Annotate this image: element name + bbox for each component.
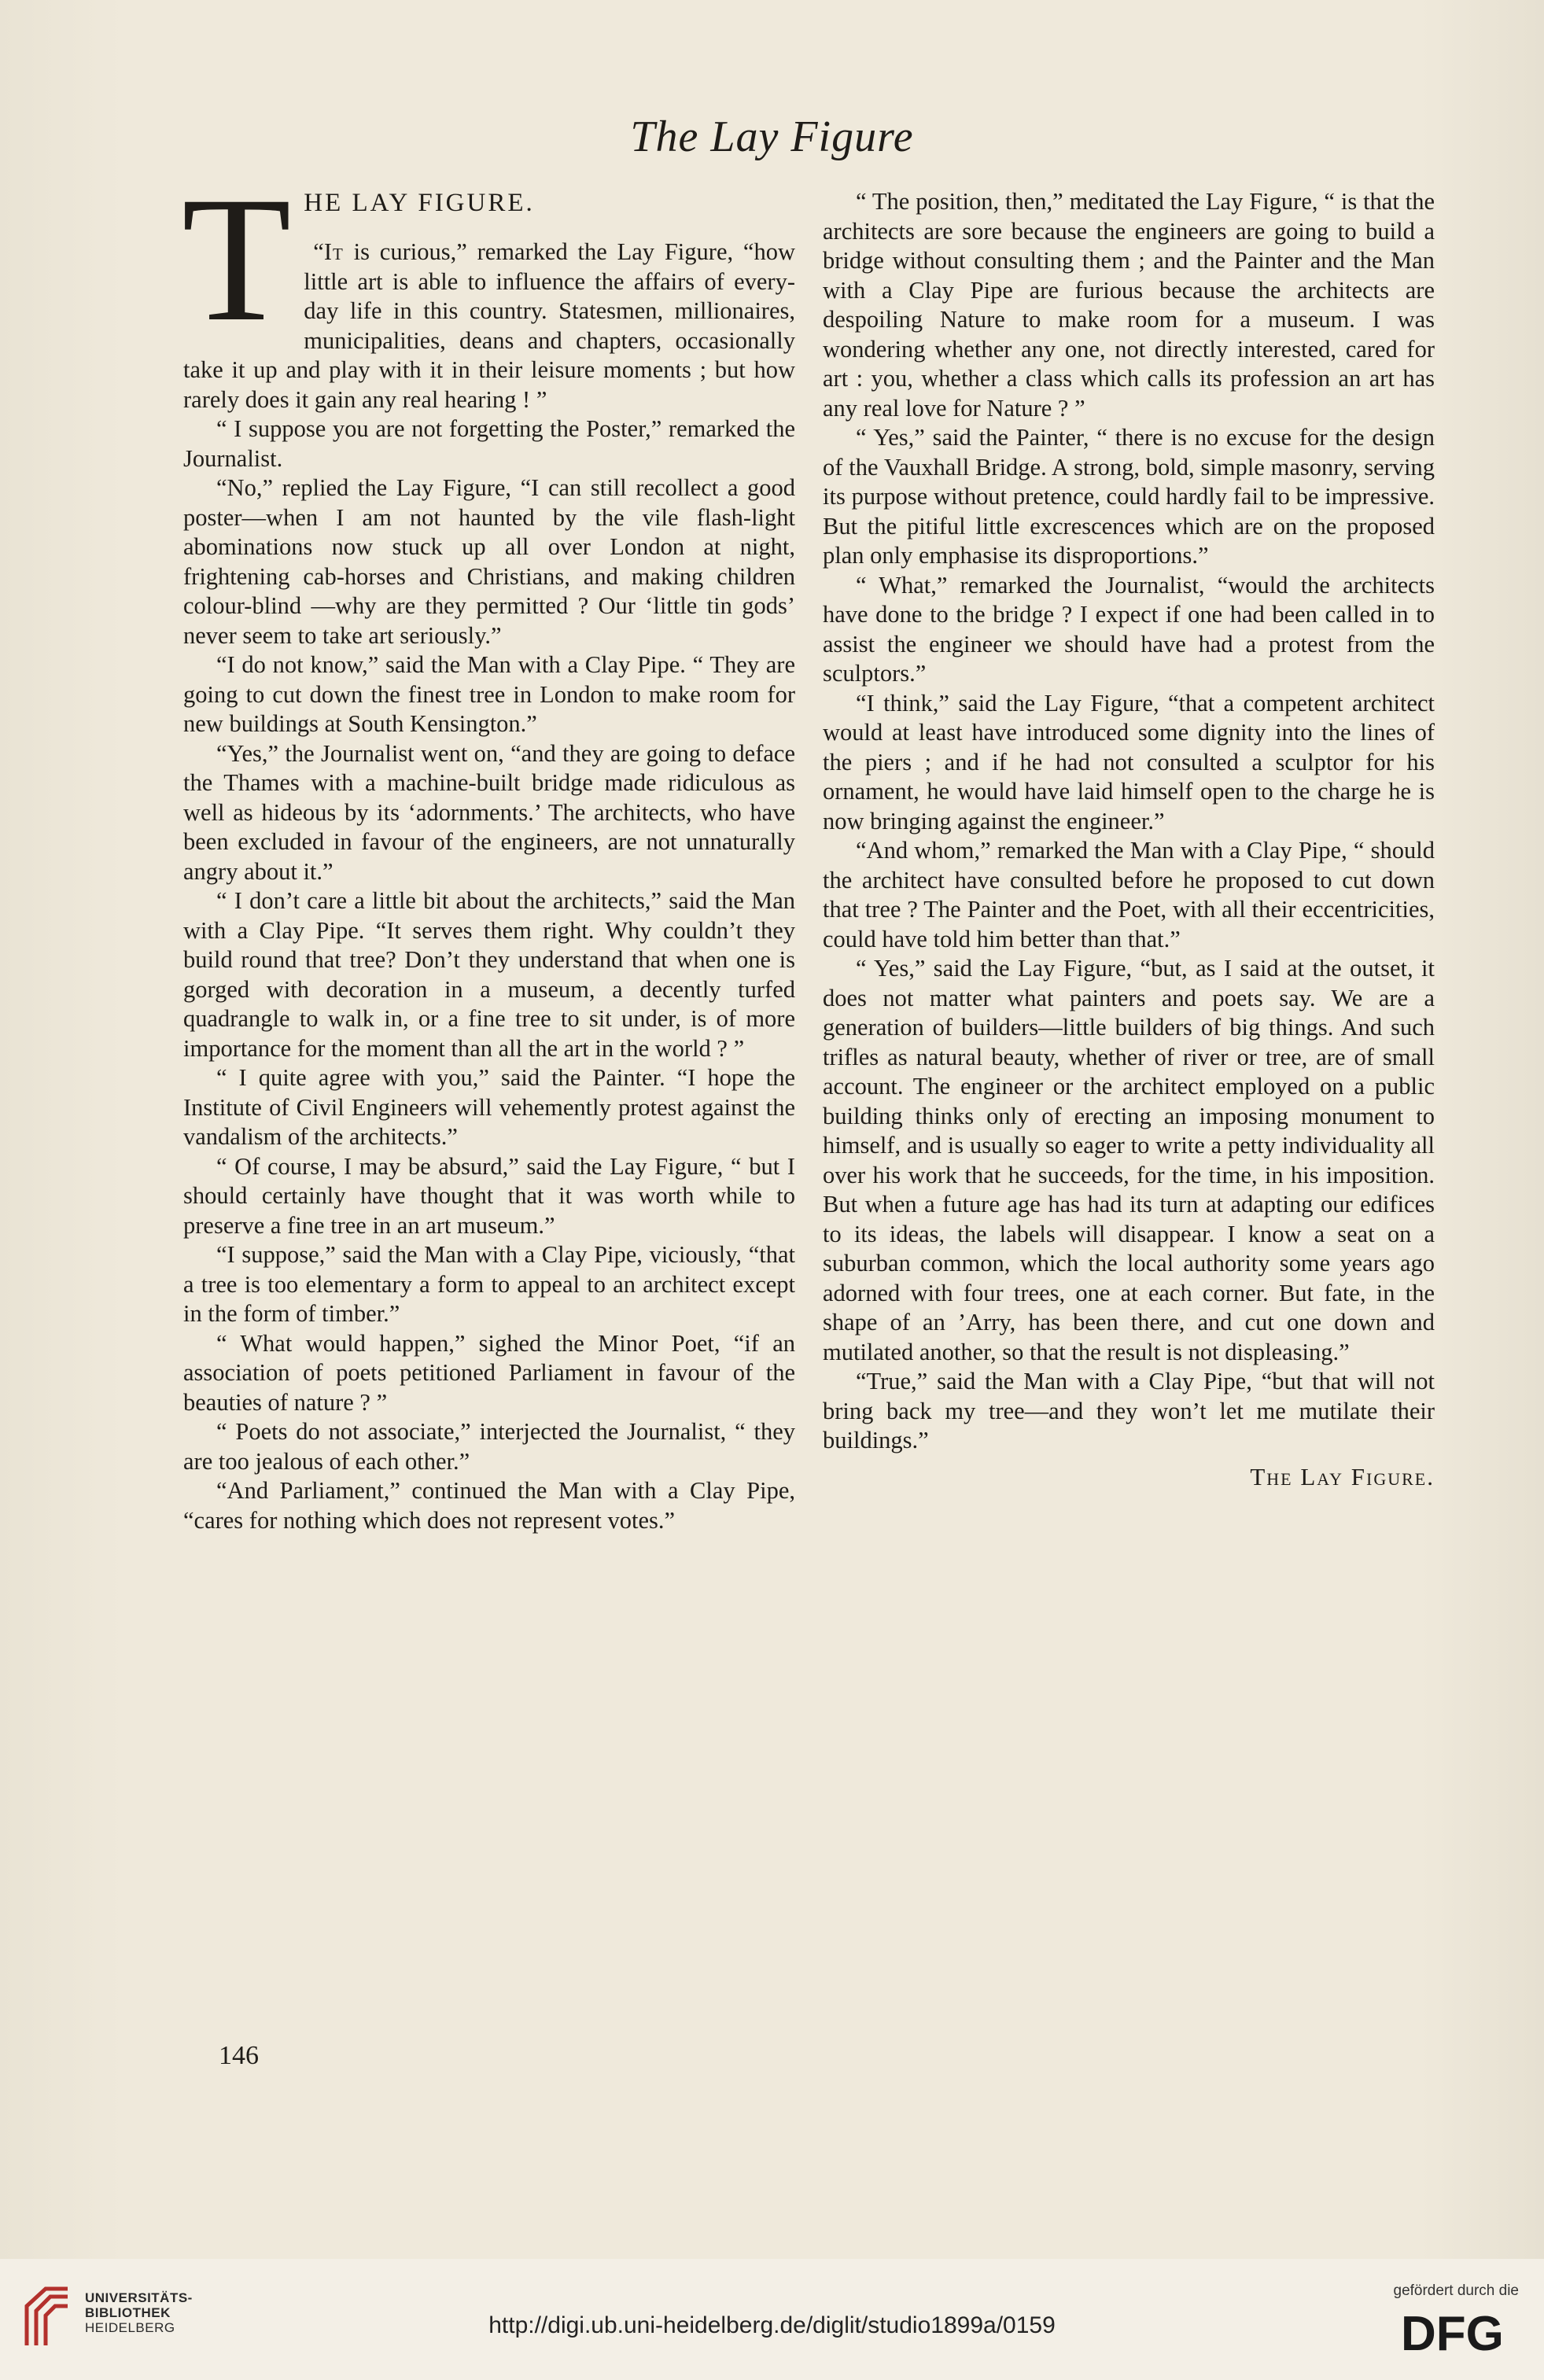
page-number: 146 — [219, 2041, 259, 2070]
paragraph: “ Yes,” said the Painter, “ there is no excuse for the design of the Vauxhall Bridge. A strong, bold, simple masonry, serving its purpose without pretence, could hardly fail to be impressive. But the pitiful little excrescences which are on the proposed plan only emphasise its disproportions.” — [823, 424, 1435, 569]
paragraph: “ I suppose you are not forgetting the Poster,” remarked the Journalist. — [183, 415, 795, 472]
library-name: UNIVERSITÄTS- BIBLIOTHEK HEIDELBERG — [85, 2290, 193, 2335]
lead-smallcaps: It — [323, 238, 344, 265]
svg-text:DFG: DFG — [1401, 2308, 1504, 2355]
paragraph: “Yes,” the Journalist went on, “and they are going to deface the Thames with a machine-built bridge made ridiculous as well as hideous by its ‘adornments.’ The architects, who have been excluded in favour of the engineers, are not unnaturally angry about it.” — [183, 739, 795, 885]
paragraph: “No,” replied the Lay Figure, “I can still recollect a good poster—when I am not haunted by the vile flash-light abominations now stuck up all over London at night, frightening cab-horses and Christians, and making children colour-blind —why are they permitted ? Our ‘little tin gods’ never seem to take art seriously.” — [183, 474, 795, 649]
paragraph: “And whom,” remarked the Man with a Clay Pipe, “ should the architect have consulted before he proposed to cut down that tree ? The Painter and the Poet, with all their eccentricities, could have told him better than that.” — [823, 837, 1435, 952]
right-column — [823, 187, 1435, 1491]
opening-quote: “ — [313, 238, 324, 265]
paragraph: “ Of course, I may be absurd,” said the Lay Figure, “ but I should certainly have thought that it was worth while to preserve a fine tree in an art museum.” — [183, 1152, 795, 1239]
paragraph: “ I quite agree with you,” said the Painter. “I hope the Institute of Civil Engineers will vehemently protest against the vandalism of the architects.” — [183, 1064, 795, 1150]
paragraph: “I think,” said the Lay Figure, “that a competent architect would at least have introduced some dignity into the lines of the piers ; and if he had not consulted a sculptor for his ornament, he would have laid himself open to the charge he is now bringing against the engineer.” — [823, 689, 1435, 834]
left-column — [182, 160, 795, 1535]
paragraph: “ The position, then,” meditated the Lay Figure, “ is that the architects are sore because the engineers are going to build a bridge without consulting them ; and the Painter and the Man with a Clay Pipe are furious because the architects are despoiling Nature to make room for a museum. I was wondering whether any one, not directly interested, cared for art : you, whether a class which calls its profession an art has any real love for Nature ? ” — [823, 188, 1435, 422]
running-head: The Lay Figure — [630, 112, 914, 161]
paragraph: “ What would happen,” sighed the Minor Poet, “if an association of poets petitioned Parliament in favour of the beauties of nature ? ” — [183, 1329, 795, 1416]
dfg-logo-icon — [1401, 2308, 1520, 2355]
paragraph: “ What,” remarked the Journalist, “would the architects have done to the bridge ? I expect if one had been called in to assist the engineer we should have had a protest from the sculptors.” — [823, 571, 1435, 687]
paragraph: “ Poets do not associate,” interjected the Journalist, “ they are too jealous of each other.” — [183, 1418, 795, 1475]
lead-text: is curious,” remarked the Lay Figure, “how little art is able to influence the affairs of every-day life in this country. Statesmen, millionaires, municipalities, deans and chapters, occasionally take it up and play with it in their leisure moments ; but how rarely does it gain any real hearing ! ” — [183, 238, 795, 413]
drop-cap: T — [182, 160, 292, 359]
paragraph: “ I don’t care a little bit about the architects,” said the Man with a Clay Pipe. “It serves them right. Why couldn’t they build round that tree? Don’t they understand that when one is gorged with decoration in a museum, a decently turfed quadrangle to walk in, or a fine tree to sit under, is of more importance for the moment than all the art in the world ? ” — [183, 887, 795, 1062]
funding-note: gefördert durch die — [1393, 2282, 1519, 2299]
digitization-footer — [0, 2259, 1544, 2380]
signature: The Lay Figure. — [1250, 1462, 1435, 1490]
article-heading: HE LAY FIGURE. — [304, 189, 535, 217]
paragraph: “And Parliament,” continued the Man with a Clay Pipe, “cares for nothing which does not represent votes.” — [183, 1477, 795, 1534]
paragraph: “True,” said the Man with a Clay Pipe, “but that will not bring back my tree—and they won’t let me mutilate their buildings.” — [823, 1368, 1435, 1453]
paragraph: “ Yes,” said the Lay Figure, “but, as I said at the outset, it does not matter what painters and poets say. We are a generation of builders—little builders of big things. And such trifles as natural beauty, whether of river or tree, are of small account. The engineer or the architect employed on a public building thinks only of erecting an imposing monument to himself, and is usually so eager to write a petty individuality all over his work that he succeeds, for the time, in his imposition. But when a future age has had its turn at adapting our edifices to its ideas, the labels will disappear. I know a seat on a suburban common, which the local authority some years ago adorned with four trees, one at each corner. But fate, in the shape of an ’Arry, has been there, and cut one down and mutilated another, so that the result is not displeasing.” — [823, 955, 1435, 1365]
paragraph: “I suppose,” said the Man with a Clay Pipe, viciously, “that a tree is too elementary a form to appeal to an architect except in the form of timber.” — [183, 1241, 795, 1327]
opening-paragraph — [182, 160, 795, 414]
paragraph: “I do not know,” said the Man with a Clay Pipe. “ They are going to cut down the finest tree in London to make room for new buildings at South Kensington.” — [183, 651, 795, 737]
permalink-url[interactable]: http://digi.ub.uni-heidelberg.de/diglit/studio1899a/0159 — [488, 2312, 1056, 2338]
